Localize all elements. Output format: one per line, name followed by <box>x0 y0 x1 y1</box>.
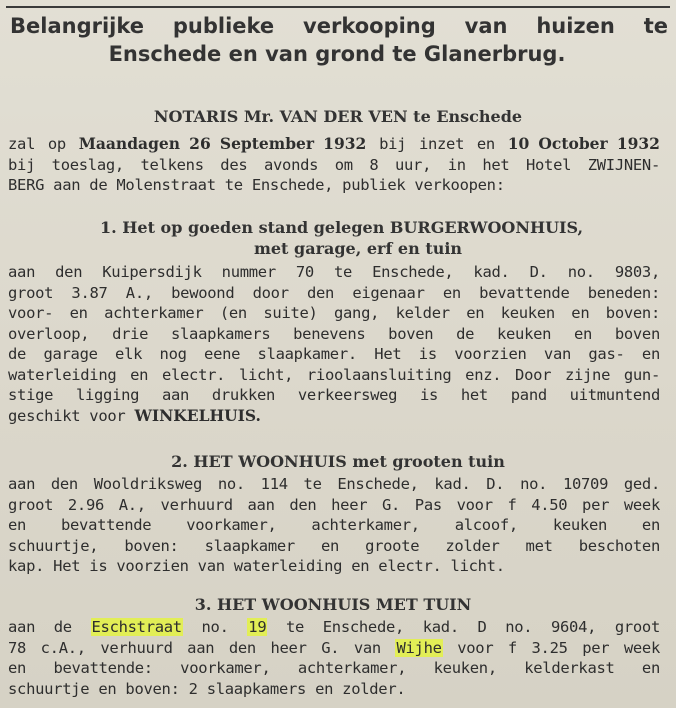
section-3-line-4: schuurtje en boven: 2 slaapkamers en zolder. <box>8 679 406 698</box>
section-1-heading-line-2: met garage, erf en tuin <box>253 239 463 258</box>
section-3-line-1 <box>8 617 660 638</box>
section-1-line: de garage elk nog eene slaapkamer. Het is voorzien van gas- en <box>8 345 660 363</box>
auction-date-2: 10 October 1932 <box>507 134 660 153</box>
intro-text: bij inzet en <box>366 135 508 153</box>
section-1-line: groot 3.87 A., bewoond door den eigenaar en bevattende beneden: <box>8 283 660 302</box>
intro-text: zal op <box>8 135 79 153</box>
section-3-text: te Enschede, kad. D no. 9604, groot <box>267 618 660 636</box>
section-1-last-line <box>8 406 660 427</box>
section-3-line-2 <box>8 638 660 659</box>
section-3-text: voor f 3.25 per week <box>442 638 660 657</box>
section-1-line: aan den Kuipersdijk nummer 70 te Enschede, kad. D. no. 9803, <box>8 263 660 281</box>
section-1-emphasis: WINKELHUIS. <box>134 405 261 425</box>
highlight-street: Eschstraat <box>91 618 182 636</box>
intro-line-1 <box>8 134 660 155</box>
headline <box>6 12 668 68</box>
section-2-body <box>8 474 660 577</box>
headline-line-1: Belangrijke publieke verkooping van huizen te <box>10 14 668 38</box>
section-3-heading: 3. HET WOONHUIS MET TUIN <box>194 595 472 614</box>
highlight-house-number: 19 <box>248 618 267 636</box>
section-3-body <box>8 617 660 699</box>
auction-date-1: Maandagen 26 September 1932 <box>78 134 367 153</box>
section-2-last-line: kap. Het is voorzien van waterleiding en electr. licht. <box>8 557 505 575</box>
section-1-body <box>8 262 660 426</box>
intro-line-2: bij toeslag, telkens des avonds om 8 uur, in het Hotel ZWIJNEN- <box>8 155 660 174</box>
section-3-line-3: en bevattende: voorkamer, achterkamer, keuken, kelderkast en <box>8 659 660 677</box>
section-1-line: waterleiding en electr. licht, rioolaansluiting enz. Door zijne gun- <box>8 365 660 384</box>
intro-line-3: BERG aan de Molenstraat te Enschede, publiek verkoopen: <box>8 176 505 194</box>
section-2-heading: 2. HET WOONHUIS met grooten tuin <box>171 452 505 471</box>
section-1-heading-line-1: 1. Het op goeden stand gelegen BURGERWOONHUIS, <box>100 218 584 237</box>
section-1-text: geschikt voor <box>8 406 135 425</box>
section-2-line: groot 2.96 A., verhuurd aan den heer G. Pas voor f 4.50 per week <box>8 495 660 514</box>
section-1-line: stige ligging aan drukken verkeersweg is het pand uitmuntend <box>8 386 660 404</box>
section-2-line: schuurtje, boven: slaapkamer en groote zolder met beschoten <box>8 536 660 555</box>
section-3-text: aan de <box>8 618 91 636</box>
section-1-line: overloop, drie slaapkamers benevens boven de keuken en boven <box>8 324 660 343</box>
headline-line-2: Enschede en van grond te Glanerbrug. <box>108 42 566 66</box>
section-1-line: voor- en achterkamer (en suite) gang, kelder en keuken en boven: <box>8 304 660 322</box>
section-3-text: 78 c.A., verhuurd aan den heer G. van <box>8 638 396 657</box>
notary-heading: NOTARIS Mr. VAN DER VEN te Enschede <box>153 107 523 126</box>
intro-paragraph <box>8 134 660 196</box>
top-rule <box>6 6 670 8</box>
section-2-line: aan den Wooldriksweg no. 114 te Enschede, kad. D. no. 10709 ged. <box>8 475 660 493</box>
section-3-text: no. <box>182 618 248 636</box>
section-2-line: en bevattende voorkamer, achterkamer, alcoof, keuken en <box>8 516 660 534</box>
highlight-tenant-name: Wijhe <box>396 638 442 657</box>
